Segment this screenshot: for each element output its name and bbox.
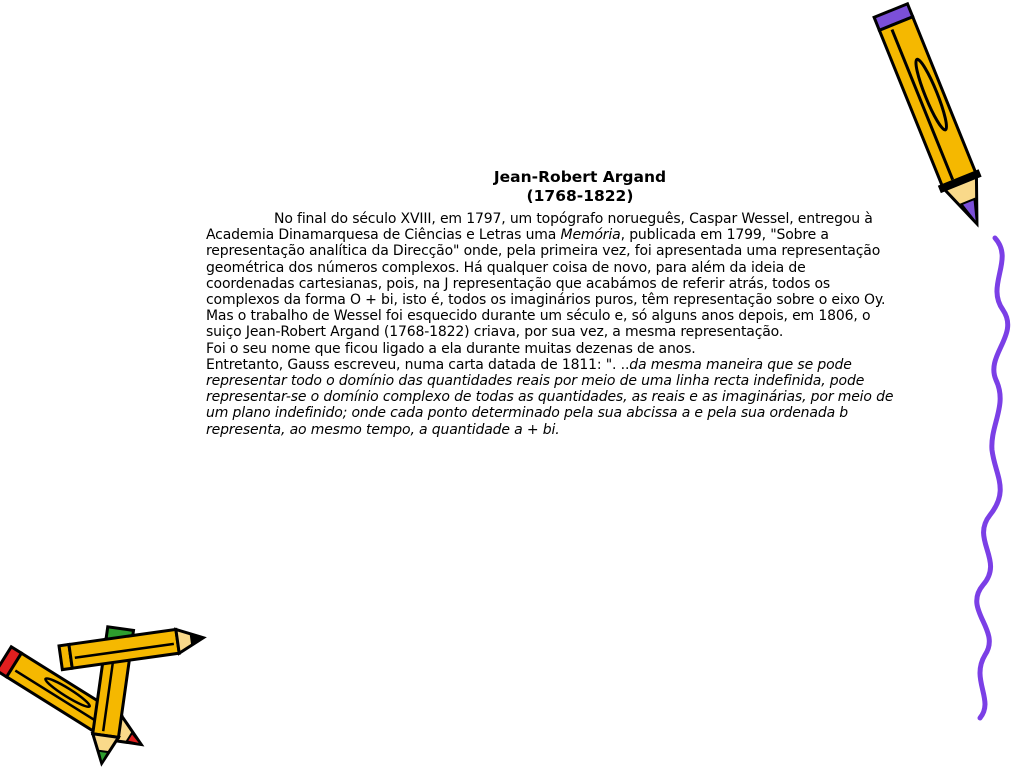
- pencil-icon: [870, 2, 997, 232]
- paragraph-4: [206, 357, 896, 438]
- gauss-quote: da mesma maneira que se pode representar todo o domínio das quantidades reais por meio de uma linha recta indefinida, pode representar-se o domínio complexo de todas as quantidades, as reais e as imaginárias, por meio de um plano indefinido; onde cada ponto determinado pela sua abcissa a e pela sua ordenada b representa, ao mesmo tempo, a quantidade a + bi.: [206, 356, 894, 438]
- paragraph-1-memoria: Memória: [560, 227, 621, 244]
- paragraph-1-text-a: No final do século XVIII, em 1797, um topógrafo norueguês, Caspar Wessel, entregou à Academia Dinamarquesa de Ciências e Letras uma: [206, 211, 873, 244]
- page-title: Jean-Robert Argand: [493, 168, 667, 186]
- squiggle-line: [977, 238, 1008, 718]
- paragraph-3: Foi o seu nome que ficou ligado a ela durante muitas dezenas de anos.: [206, 340, 696, 357]
- paragraph-4-text: Entretanto, Gauss escreveu, numa carta datada de 1811: ". ..: [206, 356, 630, 373]
- paragraph-1: [206, 211, 896, 308]
- paragraph-1-text-b: , publicada em 1799, "Sobre a representação analítica da Direcção" onde, pela primeira vez, foi apresentada uma representação geométrica dos números complexos. Há qualquer coisa de novo, para além da ideia de coordenadas cartesianas, pois, na J representação que acabámos de referir atrás, todos os complexos da forma O + bi, isto é, todos os imaginários puros, têm representação sobre o eixo Oy.: [206, 227, 886, 309]
- body-text: [206, 211, 896, 438]
- paragraph-2: Mas o trabalho de Wessel foi esquecido durante um século e, só alguns anos depois, em 1806, o suiço Jean-Robert Argand (1768-1822) criava, por sua vez, a mesma representação.: [206, 308, 871, 341]
- title-block: [440, 168, 720, 206]
- page-subtitle-dates: (1768-1822): [526, 187, 634, 205]
